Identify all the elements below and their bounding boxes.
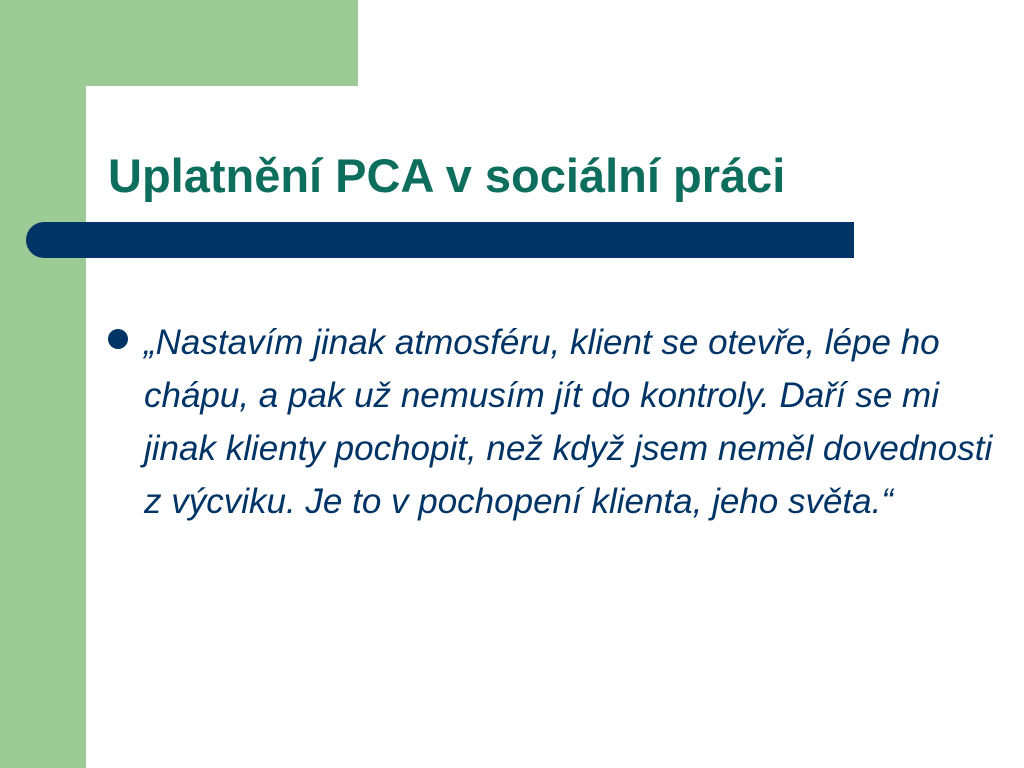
rounded-content-corner	[86, 86, 146, 146]
bullet-item	[108, 316, 1008, 528]
slide-title: Uplatnění PCA v sociální práci	[108, 149, 786, 202]
bullet-list	[108, 316, 1008, 528]
green-top-band	[0, 0, 358, 86]
green-side-band	[0, 0, 86, 768]
quote-text: „Nastavím jinak atmosféru, klient se otevře, lépe ho chápu, a pak už nemusím jít do kontroly. Daří se mi jinak klienty pochopit, než když jsem neměl dovednosti z výcviku. Je to v pochopení klienta, jeho světa.“	[144, 323, 993, 521]
bullet-dot-icon	[108, 329, 128, 349]
title-underline-bar	[26, 222, 854, 258]
